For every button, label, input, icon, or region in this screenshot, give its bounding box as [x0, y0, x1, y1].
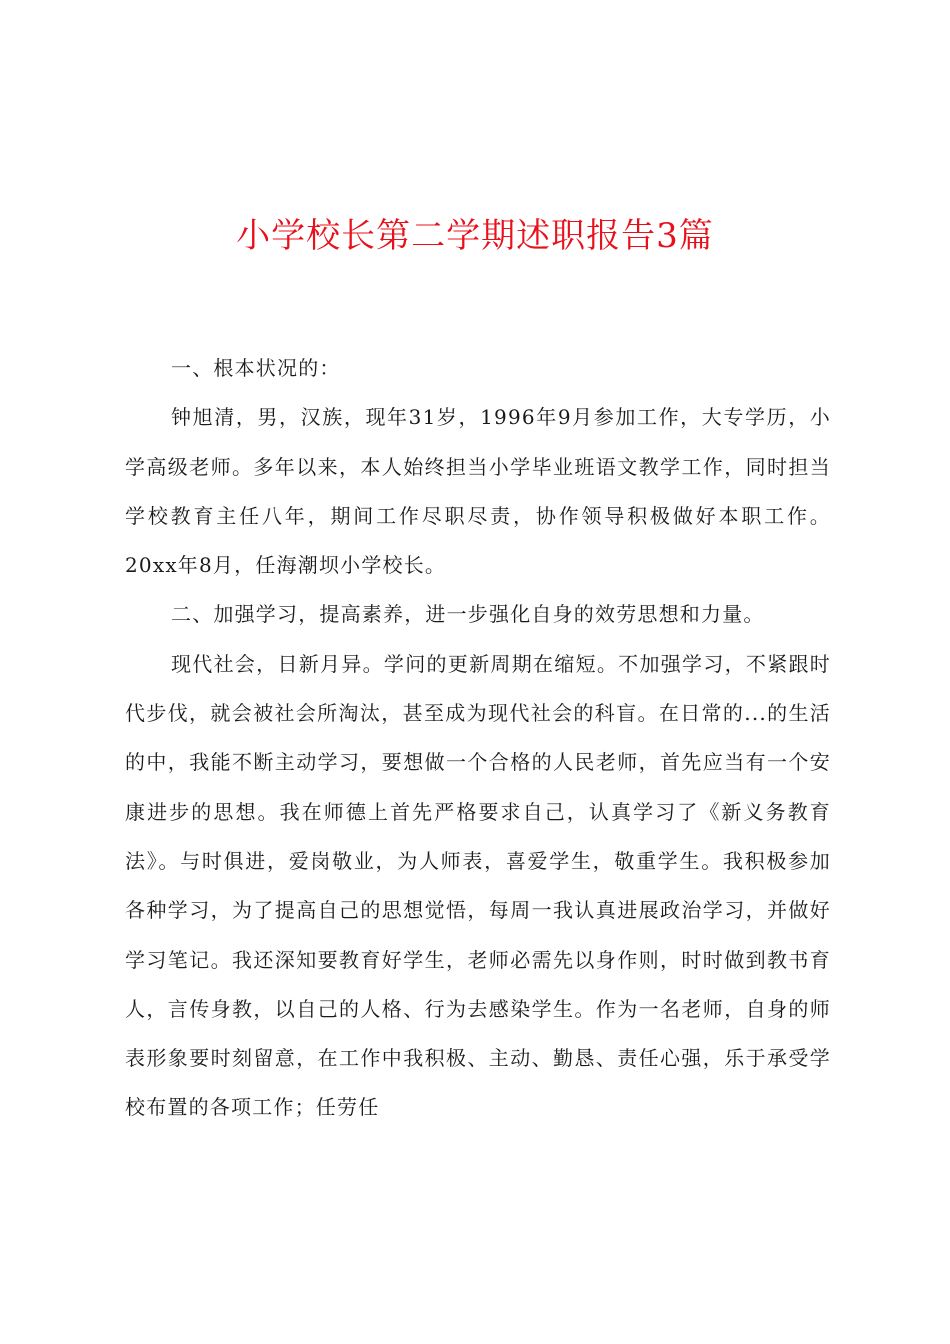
document-body: [125, 344, 831, 1133]
paragraph-basic-situation-heading: 一、根本状况的：: [171, 356, 341, 380]
paragraph-study-heading: 二、加强学习，提高素养，进一步强化自身的效劳思想和力量。: [171, 602, 765, 627]
paragraph-study-details: 现代社会，日新月异。学问的更新周期在缩短。不加强学习，不紧跟时代步伐，就会被社会所淘汰，甚至成为现代社会的科盲。在日常的...的生活的中，我能不断主动学习，要想做一个合格的人民老师，首先应当有一个安康进步的思想。我在师德上首先严格要求自己，认真学习了《新义务教育法》。与时俱进，爱岗敬业，为人师表，喜爱学生，敬重学生。我积极参加各种学习，为了提高自己的思想觉悟，每周一我认真进展政治学习，并做好学习笔记。我还深知要教育好学生，老师必需先以身作则，时时做到教书育人，言传身教，以自己的人格、行为去感染学生。作为一名老师，自身的师表形象要时刻留意，在工作中我积极、主动、勤恳、责任心强，乐于承受学校布置的各项工作；任劳任: [125, 651, 831, 1120]
document-title: 小学校长第二学期述职报告3篇: [236, 216, 714, 256]
paragraph-personal-info: 钟旭清，男，汉族，现年31岁，1996年9月参加工作，大专学历，小学高级老师。多年以来，本人始终担当小学毕业班语文教学工作，同时担当学校教育主任八年，期间工作尽职尽责，协作领导积极做好本职工作。20xx年8月，任海潮坝小学校长。: [125, 405, 831, 578]
